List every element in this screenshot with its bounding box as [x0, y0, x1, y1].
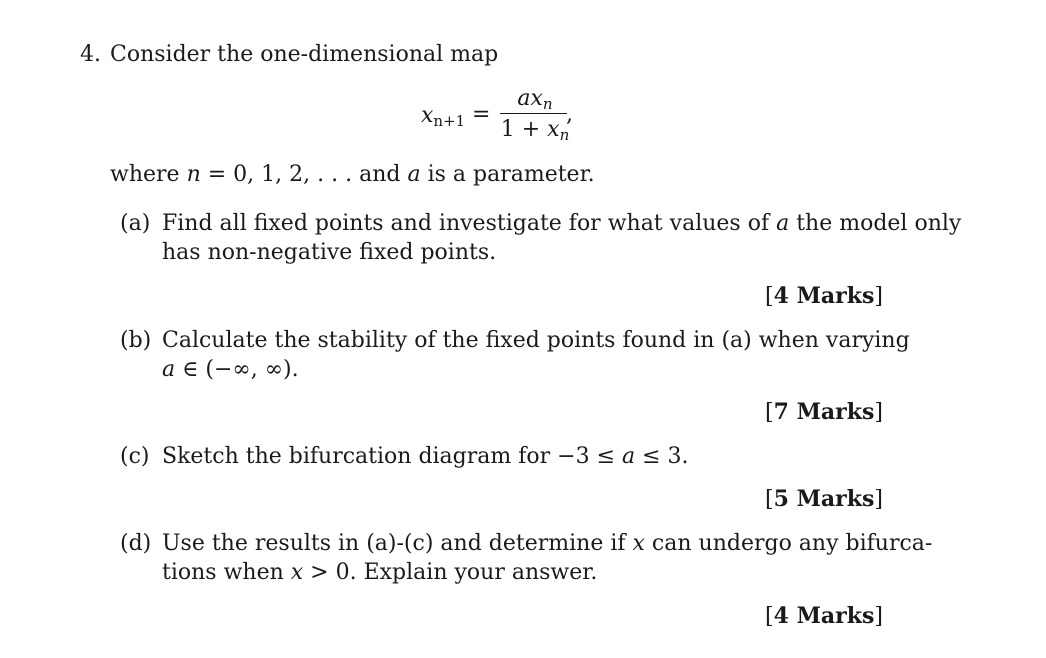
- part-c-label: (c): [120, 444, 150, 469]
- fraction-bar: [500, 113, 567, 114]
- part-c-marks: [5 Marks]: [765, 486, 883, 512]
- equation-equals: =: [472, 102, 491, 127]
- part-d-label: (d): [120, 531, 152, 556]
- part-a-line2: has non-negative fixed points.: [162, 240, 497, 265]
- equation-lhs: $x_{n+1}$: [421, 103, 466, 130]
- part-b-label: (b): [120, 328, 152, 353]
- part-b-line2: a ∈ (−∞, ∞).: [162, 357, 299, 382]
- question-number: 4.: [80, 42, 101, 67]
- where-line: where n = 0, 1, 2, . . . and a is a parameter.: [110, 162, 595, 187]
- part-b-line1: Calculate the stability of the fixed points found in (a) when varying: [162, 328, 910, 353]
- part-d-line2: tions when x > 0. Explain your answer.: [162, 560, 598, 585]
- part-d-line1: Use the results in (a)-(c) and determine if x can undergo any bifurca-: [162, 531, 933, 556]
- part-b-marks: [7 Marks]: [765, 399, 883, 425]
- question-intro: Consider the one-dimensional map: [110, 42, 499, 67]
- part-a-line1: Find all fixed points and investigate for what values of a the model only: [162, 211, 962, 236]
- part-a-marks: [4 Marks]: [765, 283, 883, 309]
- equation-comma: ,: [566, 102, 573, 127]
- part-d-marks: [4 Marks]: [765, 603, 883, 629]
- part-c-line1: Sketch the bifurcation diagram for −3 ≤ a ≤ 3.: [162, 444, 689, 469]
- part-a-label: (a): [120, 211, 151, 236]
- equation-numerator: $ax_n$: [517, 86, 553, 113]
- equation-denominator: $1 + x_n$: [500, 117, 570, 144]
